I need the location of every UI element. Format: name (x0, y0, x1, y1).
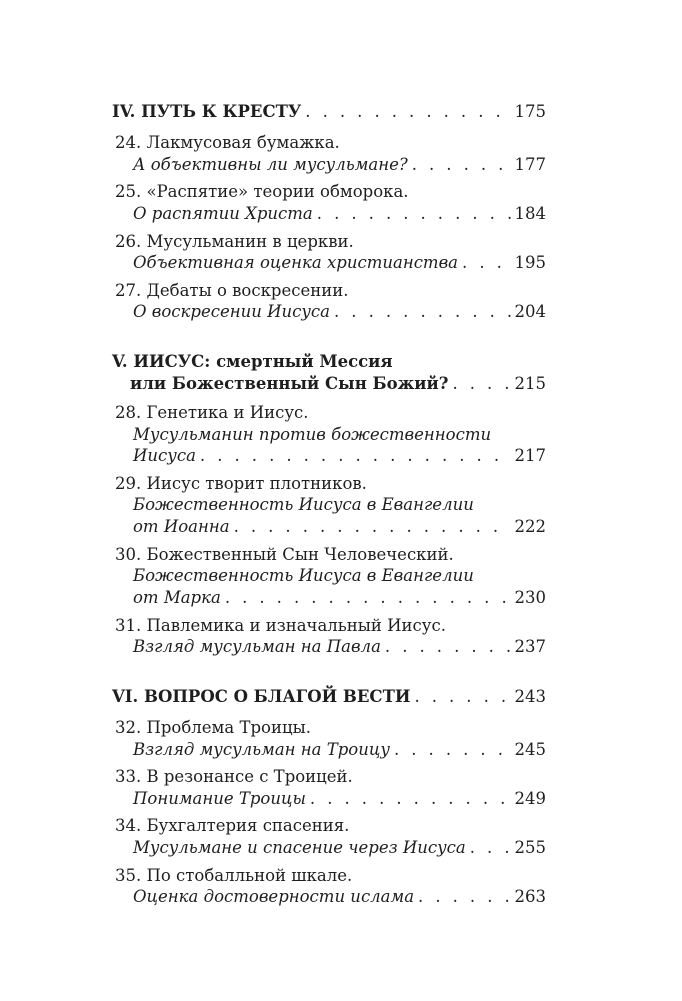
toc-chapter-32-title (115, 717, 546, 739)
dot-leader (414, 686, 510, 708)
toc-chapter-27-subtitle (133, 301, 546, 323)
toc-chapter-33-title (115, 766, 546, 788)
chapter-subtitle-continued: от Иоанна (133, 517, 230, 536)
page-number: 177 (514, 155, 546, 174)
toc-chapter-25-title (115, 181, 546, 203)
toc-chapter-24-subtitle (133, 154, 546, 176)
chapter-subtitle: О воскресении Иисуса (133, 302, 331, 321)
page-number: 249 (514, 789, 546, 808)
page-number: 195 (514, 253, 546, 272)
chapter-title: 31. Павлемика и изначальный Иисус. (115, 616, 446, 635)
chapter-subtitle: Мусульмане и спасение через Иисуса (133, 838, 466, 857)
toc-chapter-33-subtitle (133, 788, 546, 810)
chapter-title: 35. По стобалльной шкале. (115, 866, 353, 885)
part-title: VI. ВОПРОС О БЛАГОЙ ВЕСТИ (112, 687, 411, 706)
part-title-continued: или Божественный Сын Божий? (130, 374, 449, 393)
chapter-subtitle: Объективная оценка христианства (133, 253, 459, 272)
dot-leader (462, 252, 510, 274)
page-number: 255 (514, 838, 546, 857)
chapter-title: 32. Проблема Троицы. (115, 718, 311, 737)
toc-chapter-24-title (115, 132, 546, 154)
toc-chapter-27-title (115, 280, 546, 302)
chapter-title: 30. Божественный Сын Человеческий. (115, 545, 454, 564)
toc-chapter-34-subtitle (133, 837, 546, 859)
dot-leader (412, 154, 511, 176)
chapter-title: 28. Генетика и Иисус. (115, 403, 309, 422)
dot-leader (418, 886, 510, 908)
toc-part-5-line2 (130, 373, 546, 395)
toc-chapter-31-subtitle (133, 636, 546, 658)
toc-chapter-35-title (115, 865, 546, 887)
dot-leader (310, 788, 511, 810)
chapter-title: 34. Бухгалтерия спасения. (115, 816, 350, 835)
dot-leader (470, 837, 511, 859)
dot-leader (385, 636, 511, 658)
toc-chapter-26-subtitle (133, 252, 546, 274)
chapter-subtitle: Понимание Троицы (133, 789, 306, 808)
part-title: IV. ПУТЬ К КРЕСТУ (112, 102, 302, 121)
toc-part-6 (112, 686, 546, 708)
toc-chapter-30-subtitle-line2 (133, 587, 546, 609)
toc-chapter-30-subtitle-line1 (133, 565, 546, 587)
page-number: 237 (514, 637, 546, 656)
dot-leader (394, 739, 511, 761)
chapter-title: 25. «Распятие» теории обморока. (115, 182, 409, 201)
toc-part-5-line1 (112, 351, 546, 373)
toc-chapter-26-title (115, 231, 546, 253)
page-number: 175 (514, 102, 546, 121)
dot-leader (334, 301, 510, 323)
page-number: 215 (514, 374, 546, 393)
toc-chapter-34-title (115, 815, 546, 837)
chapter-subtitle: Взгляд мусульман на Троицу (133, 740, 390, 759)
toc-chapter-29-subtitle-line1 (133, 494, 546, 516)
chapter-title: 33. В резонансе с Троицей. (115, 767, 353, 786)
part-title: V. ИИСУС: смертный Мессия (112, 352, 393, 371)
page-number: 230 (514, 588, 546, 607)
chapter-subtitle: Оценка достоверности ислама (133, 887, 415, 906)
toc-chapter-28-subtitle-line2 (133, 445, 546, 467)
chapter-subtitle: А объективны ли мусульмане? (133, 155, 408, 174)
chapter-subtitle: Божественность Иисуса в Евангелии (133, 495, 474, 514)
chapter-subtitle-continued: от Марка (133, 588, 221, 607)
toc-chapter-29-title (115, 473, 546, 495)
toc-chapter-35-subtitle (133, 886, 546, 908)
chapter-title: 26. Мусульманин в церкви. (115, 232, 354, 251)
page-number: 217 (514, 446, 546, 465)
chapter-subtitle: О распятии Христа (133, 204, 313, 223)
page-number: 222 (514, 517, 546, 536)
dot-leader (452, 373, 510, 395)
toc-chapter-31-title (115, 615, 546, 637)
page-number: 184 (514, 204, 546, 223)
toc-chapter-28-subtitle-line1 (133, 424, 546, 446)
dot-leader (317, 203, 511, 225)
toc-chapter-28-title (115, 402, 546, 424)
page-number: 204 (514, 302, 546, 321)
toc-part-4 (112, 101, 546, 123)
chapter-subtitle: Взгляд мусульман на Павла (133, 637, 381, 656)
chapter-title: 27. Дебаты о воскресении. (115, 281, 349, 300)
chapter-title: 29. Иисус творит плотников. (115, 474, 367, 493)
toc-chapter-29-subtitle-line2 (133, 516, 546, 538)
toc-chapter-25-subtitle (133, 203, 546, 225)
chapter-subtitle-continued: Иисуса (133, 446, 196, 465)
dot-leader (234, 516, 511, 538)
page-number: 245 (514, 740, 546, 759)
chapter-subtitle: Мусульманин против божественности (133, 425, 492, 444)
dot-leader (225, 587, 511, 609)
page-number: 243 (514, 687, 546, 706)
page-number: 263 (514, 887, 546, 906)
dot-leader (305, 101, 510, 123)
chapter-title: 24. Лакмусовая бумажка. (115, 133, 340, 152)
chapter-subtitle: Божественность Иисуса в Евангелии (133, 566, 474, 585)
dot-leader (200, 445, 511, 467)
toc-chapter-30-title (115, 544, 546, 566)
toc-chapter-32-subtitle (133, 739, 546, 761)
